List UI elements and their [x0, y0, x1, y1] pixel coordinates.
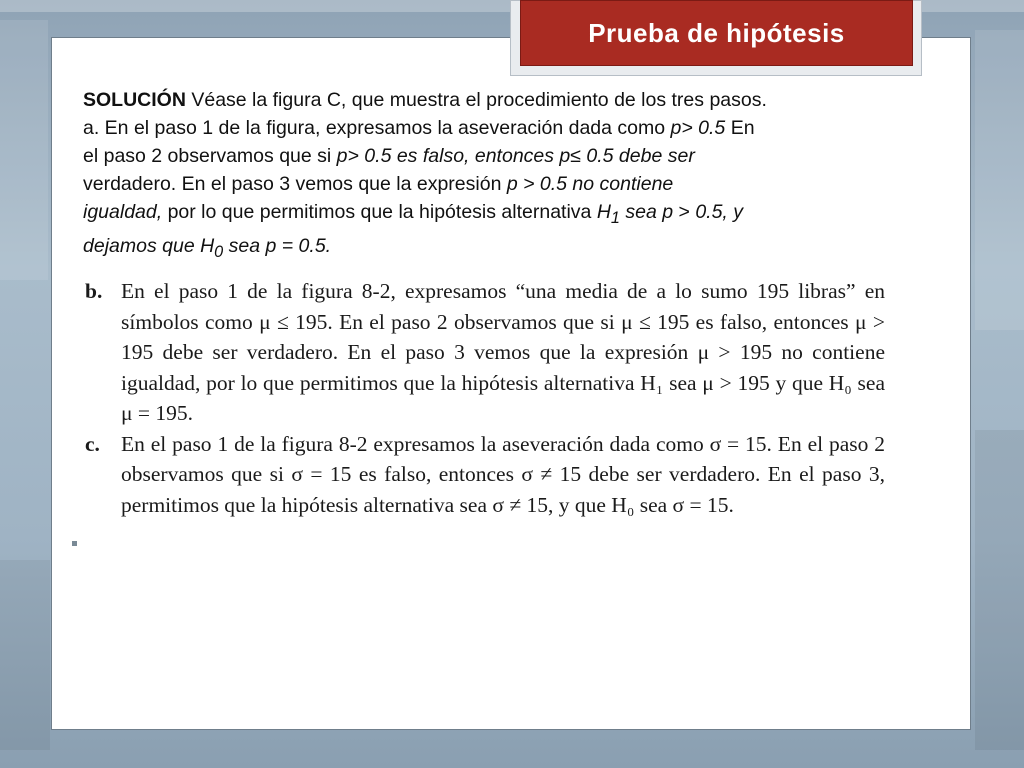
- item-c-text: En el paso 1 de la figura 8-2 expresamos la aseveración dada como σ = 15. En el paso 2 observamos que si σ = 15 es falso, entonces σ ≠ 15 debe ser verdadero. En el paso 3, permitimos que la hipótesis alternativa sea σ ≠ 15, y que H₀ sea σ = 15.: [121, 431, 885, 517]
- slide-title: Prueba de hipótesis: [588, 17, 845, 48]
- solution-line-4: verdadero. En el paso 3 vemos que la expresión p > 0.5 no contiene: [83, 173, 674, 195]
- background-panel-left: [0, 20, 48, 280]
- textbook-excerpt: [85, 276, 885, 520]
- item-b-text: En el paso 1 de la figura 8-2, expresamos “una media de a lo sumo 195 libras” en símbolos como μ ≤ 195. En el paso 2 observamos que si μ ≤ 195 es falso, entonces μ > 195 debe ser verdadero. En el paso 3 vemos que la expresión μ > 195 no contiene igualdad, por lo que permitimos que la hipótesis alternativa H₁ sea μ > 195 y que H₀ sea μ = 195.: [121, 279, 885, 425]
- solution-line-1: SOLUCIÓN Véase la figura C, que muestra el procedimiento de los tres pasos.: [83, 89, 767, 111]
- background-panel-bottom-right: [975, 430, 1024, 750]
- item-b-label: b.: [85, 279, 103, 303]
- background-panel-right: [975, 30, 1024, 330]
- bullet-mark: [72, 541, 77, 546]
- item-c: [85, 429, 885, 521]
- background-panel-bottom-left: [0, 560, 50, 750]
- solution-line-2: a. En el paso 1 de la figura, expresamos la aseveración dada como p> 0.5 En: [83, 117, 755, 139]
- solution-paragraph: [83, 86, 953, 266]
- solution-line-6: dejamos que $H_0$ sea p = 0.5.: [83, 234, 332, 261]
- solution-line-3: el paso 2 observamos que si p> 0.5 es falso, entonces p≤ 0.5 debe ser: [83, 145, 695, 167]
- solution-line-5: igualdad, por lo que permitimos que la hipótesis alternativa $H_1$ sea p > 0.5, y: [83, 201, 744, 227]
- item-c-label: c.: [85, 431, 100, 456]
- title-box: [520, 0, 913, 66]
- solution-label: SOLUCIÓN: [83, 89, 186, 111]
- item-b: [85, 276, 885, 429]
